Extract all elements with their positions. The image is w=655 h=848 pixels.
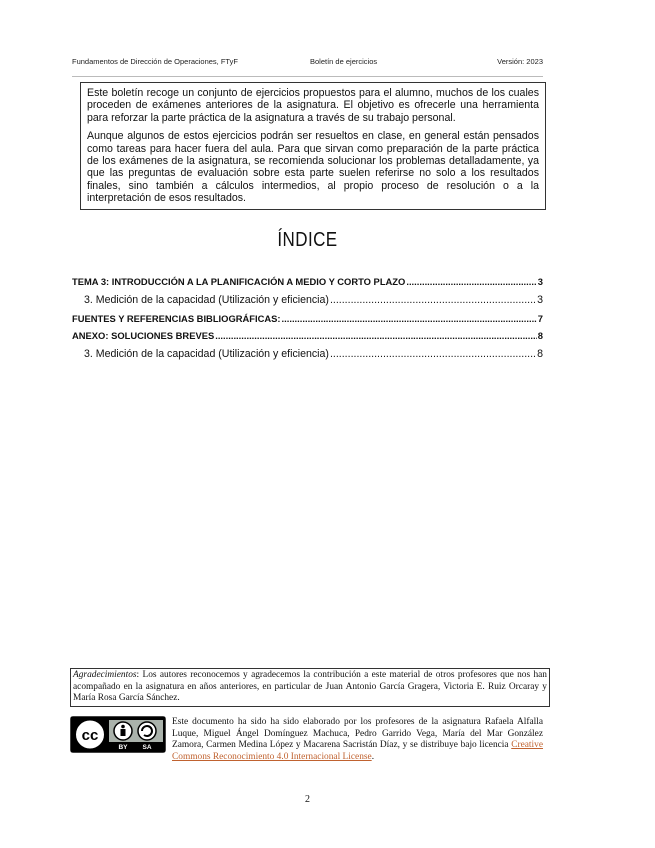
toc-label: FUENTES Y REFERENCIAS BIBLIOGRÁFICAS: bbox=[72, 313, 281, 324]
toc-entry-anexo[interactable] bbox=[72, 330, 543, 341]
header-version: Versión: 2023 bbox=[497, 57, 543, 66]
page-number: 2 bbox=[305, 794, 310, 805]
toc-leader bbox=[215, 330, 537, 341]
acknowledgement-text: : Los autores reconocemos y agradecemos la contribución a este material de otros profesores que nos han acompañado en la asignatura en años anteriores, en particular de Juan Antonio García Gragera, Victoria E. Ruiz Orcaray y María Rosa García Sánchez. bbox=[73, 670, 547, 704]
header-doc-title: Boletín de ejercicios bbox=[310, 57, 378, 66]
badge-by-text: BY bbox=[118, 744, 128, 751]
license-end: . bbox=[371, 751, 375, 762]
toc-page: 3 bbox=[537, 294, 543, 306]
toc-page: 8 bbox=[537, 330, 543, 341]
toc-label: 3. Medición de la capacidad (Utilización y eficiencia) bbox=[84, 348, 329, 360]
intro-paragraph-2: Aunque algunos de estos ejercicios podrán ser resueltos en clase, en general están pensados como tareas para hacer fuera del aula. Para que sirvan como preparación de la parte práctica de los exámenes de la asignatura, se recomienda solucionar los problemas detalladamente, ya que las preguntas de evaluación sobre esta parte suelen referirse no solo a los resultados finales, sino también a cálculos intermedios, al propio proceso de resolución o a la interpretación de esos resultados. bbox=[87, 130, 539, 205]
badge-sa-text: SA bbox=[142, 744, 152, 751]
toc-leader bbox=[406, 276, 536, 287]
header-divider bbox=[72, 76, 543, 77]
toc-entry-anexo-medicion[interactable] bbox=[72, 348, 543, 360]
creative-commons-by-sa-icon bbox=[70, 716, 166, 753]
acknowledgement-label: Agradecimientos bbox=[73, 670, 137, 680]
acknowledgement-box bbox=[70, 668, 550, 707]
toc-label: 3. Medición de la capacidad (Utilización y eficiencia) bbox=[84, 294, 329, 306]
svg-text:cc: cc bbox=[81, 727, 99, 744]
toc-leader bbox=[282, 313, 537, 324]
toc-entry-tema3[interactable] bbox=[72, 276, 543, 287]
toc-label: TEMA 3: INTRODUCCIÓN A LA PLANIFICACIÓN A MEDIO Y CORTO PLAZO bbox=[72, 276, 406, 287]
toc-page: 3 bbox=[537, 276, 543, 287]
toc-page: 8 bbox=[537, 348, 543, 360]
toc-page: 7 bbox=[537, 313, 543, 324]
toc-entry-medicion-capacidad[interactable] bbox=[72, 294, 543, 306]
intro-paragraph-1: Este boletín recoge un conjunto de ejercicios propuestos para el alumno, muchos de los cuales proceden de exámenes anteriores de la asignatura. El objetivo es ofrecerle una herramienta para reforzar la parte práctica de la asignatura a través de su trabajo personal. bbox=[87, 87, 539, 124]
index-title: ÍNDICE bbox=[277, 229, 338, 251]
license-link[interactable]: Creative Commons Reconocimiento 4.0 Internacional License bbox=[172, 740, 543, 762]
license-text bbox=[172, 717, 543, 763]
intro-box bbox=[80, 82, 546, 210]
license-body: Este documento ha sido ha sido elaborado por los profesores de la asignatura Rafaela Alfalla Luque, Miguel Ángel Domínguez Machuca, Pedro Garrido Vega, María del Mar González Zamora, Carmen Medina López y Macarena Sacristán Díaz, y se distribuye bajo licencia bbox=[172, 717, 543, 751]
header-course: Fundamentos de Dirección de Operaciones, FTyF bbox=[72, 57, 238, 66]
toc-leader bbox=[330, 294, 536, 306]
toc-label: ANEXO: SOLUCIONES BREVES bbox=[72, 330, 215, 341]
toc-entry-fuentes[interactable] bbox=[72, 313, 543, 324]
toc-leader bbox=[330, 348, 536, 360]
